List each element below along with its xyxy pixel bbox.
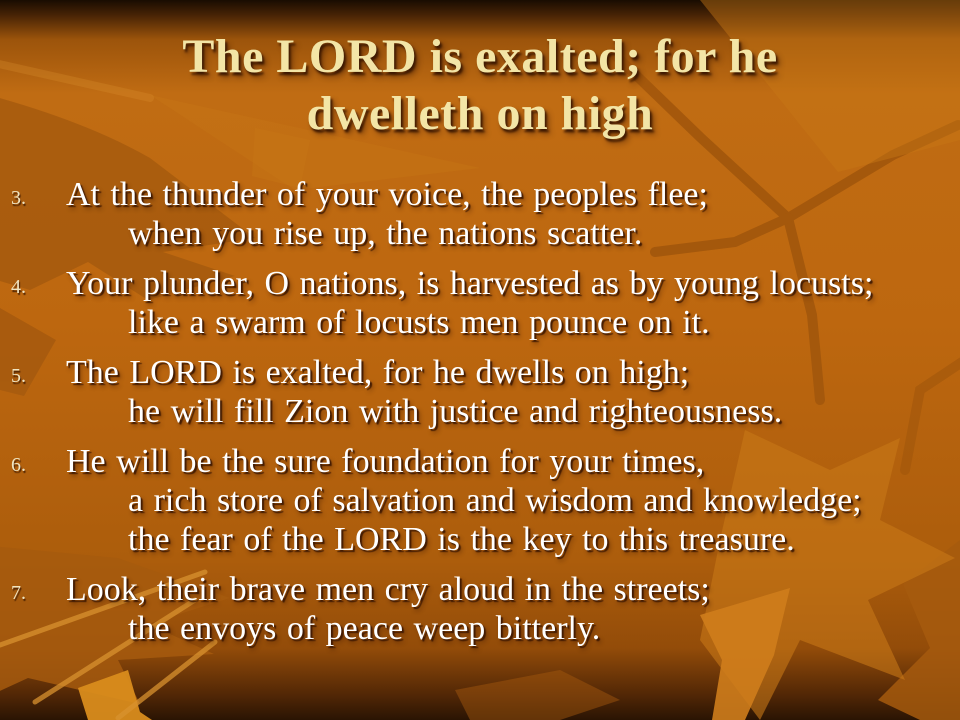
verse-text: [66, 175, 958, 253]
verse-line: The LORD is exalted, for he dwells on high;: [66, 354, 690, 391]
verse-line: the fear of the LORD is the key to this treasure.: [128, 521, 795, 558]
verse-text: [66, 442, 958, 559]
verse-number: 7.: [11, 582, 26, 604]
verse-text: [66, 264, 958, 342]
verse-line: Your plunder, O nations, is harvested as by young locusts;: [66, 265, 874, 302]
verse-line: when you rise up, the nations scatter.: [128, 215, 643, 252]
title-line-2: dwelleth on high: [306, 87, 654, 140]
verse-number: 6.: [11, 454, 26, 476]
title-line-1: The LORD is exalted; for he: [182, 30, 778, 83]
slide-title: [0, 28, 960, 142]
verse-item-4: [8, 264, 958, 342]
verse-number: 4.: [11, 276, 26, 298]
verse-line: like a swarm of locusts men pounce on it.: [128, 304, 710, 341]
verse-item-6: [8, 442, 958, 559]
verse-line: He will be the sure foundation for your times,: [66, 443, 705, 480]
verse-number: 3.: [11, 187, 26, 209]
verse-line: he will fill Zion with justice and righteousness.: [128, 393, 783, 430]
verse-line: a rich store of salvation and wisdom and knowledge;: [128, 482, 862, 519]
verse-line: At the thunder of your voice, the peoples flee;: [66, 176, 708, 213]
verse-line: Look, their brave men cry aloud in the streets;: [66, 571, 710, 608]
verse-text: [66, 570, 958, 648]
verse-item-7: [8, 570, 958, 648]
verse-item-5: [8, 353, 958, 431]
verse-line: the envoys of peace weep bitterly.: [128, 610, 601, 647]
verse-item-3: [8, 175, 958, 253]
verse-number: 5.: [11, 365, 26, 387]
verse-list: [8, 175, 958, 659]
verse-text: [66, 353, 958, 431]
